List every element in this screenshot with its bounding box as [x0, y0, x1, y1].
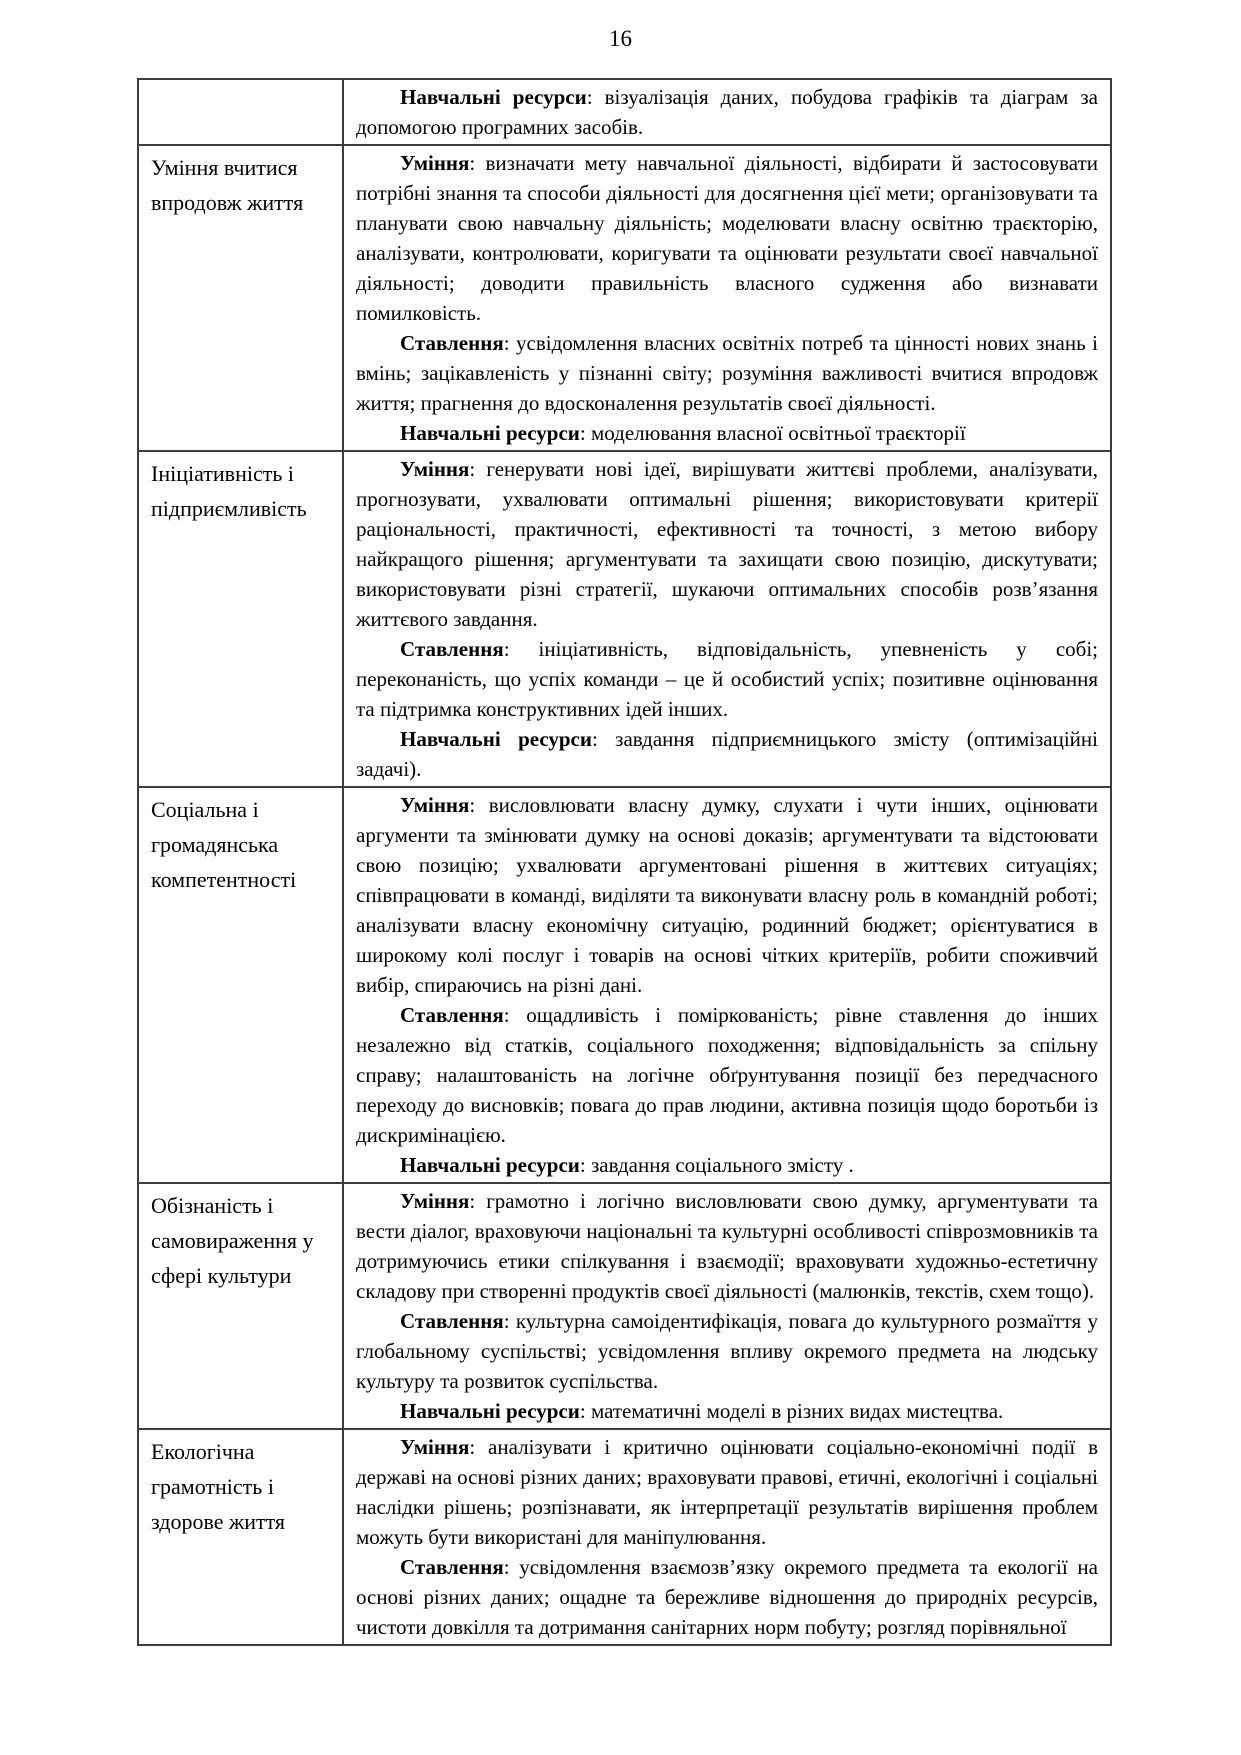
- paragraph: Навчальні ресурси: завдання підприємницького змісту (оптимізаційні задачі).: [356, 727, 1098, 781]
- paragraph-label: Уміння: [400, 1189, 470, 1213]
- competency-details-cell: [343, 79, 1111, 145]
- competency-name-cell: Соціальна і громадянська компетентності: [138, 787, 343, 1183]
- paragraph-label: Уміння: [400, 1435, 470, 1459]
- competency-name-cell: [138, 79, 343, 145]
- paragraph: Ставлення: ініціативність, відповідальність, упевненість у собі; переконаність, що успіх команди – це й особистий успіх; позитивне оцінювання та підтримка конструктивних ідей інших.: [356, 637, 1098, 721]
- table-row: [138, 1429, 1111, 1645]
- paragraph-label: Ставлення: [400, 1309, 504, 1333]
- competency-table: [137, 78, 1112, 1646]
- table-row: [138, 451, 1111, 787]
- table-row: [138, 1183, 1111, 1429]
- competency-details-cell: [343, 787, 1111, 1183]
- table-row: [138, 79, 1111, 145]
- paragraph-label: Уміння: [400, 151, 470, 175]
- competency-name-cell: Екологічна грамотність і здорове життя: [138, 1429, 343, 1645]
- paragraph: Ставлення: ощадливість і поміркованість; рівне ставлення до інших незалежно від статків, соціального походження; відповідальність за спільну справу; налаштованість на логічне обґрунтування позиції без передчасного переходу до висновків; повага до прав людини, активна позиція щодо боротьби із дискримінацією.: [356, 1003, 1098, 1147]
- paragraph: Навчальні ресурси: математичні моделі в різних видах мистецтва.: [400, 1399, 1004, 1423]
- paragraph: Навчальні ресурси: візуалізація даних, побудова графіків та діаграм за допомогою програмних засобів.: [356, 85, 1098, 139]
- competency-name-cell: Уміння вчитися впродовж життя: [138, 145, 343, 451]
- page-number: 16: [609, 26, 632, 51]
- paragraph: Уміння: генерувати нові ідеї, вирішувати життєві проблеми, аналізувати, прогнозувати, ухвалювати оптимальні рішення; використовувати критерії раціональності, практичності, ефективності та точності, з метою вибору найкращого рішення; аргументувати та захищати свою позицію, дискутувати; використовувати різні стратегії, шукаючи оптимальних способів розв’язання життєвого завдання.: [356, 457, 1098, 631]
- paragraph: Уміння: грамотно і логічно висловлювати свою думку, аргументувати та вести діалог, враховуючи національні та культурні особливості співрозмовників та дотримуючись етики спілкування і взаємодії; враховувати художньо-естетичну складову при створенні продуктів своєї діяльності (малюнків, текстів, схем тощо).: [356, 1189, 1098, 1303]
- paragraph-label: Навчальні ресурси: [400, 1399, 580, 1423]
- competency-details-cell: [343, 451, 1111, 787]
- paragraph-label: Ставлення: [400, 1555, 504, 1579]
- competency-name-cell: Обізнаність і самовираження у сфері культури: [138, 1183, 343, 1429]
- paragraph: Уміння: визначати мету навчальної діяльності, відбирати й застосовувати потрібні знання та способи діяльності для досягнення цієї мети; організовувати та планувати свою навчальну діяльність; моделювати власну освітню траєкторію, аналізувати, контролювати, коригувати та оцінювати результати своєї навчальної діяльності; доводити правильність власного судження або визнавати помилковість.: [356, 151, 1098, 325]
- paragraph-label: Ставлення: [400, 331, 504, 355]
- paragraph-label: Навчальні ресурси: [400, 85, 587, 109]
- paragraph: Уміння: аналізувати і критично оцінювати соціально-економічні події в державі на основі різних даних; враховувати правові, етичні, екологічні і соціальні наслідки рішень; розпізнавати, як інтерпретації результатів вирішення проблем можуть бути використані для маніпулювання.: [356, 1435, 1098, 1549]
- table-row: [138, 787, 1111, 1183]
- paragraph-label: Навчальні ресурси: [400, 1153, 580, 1177]
- paragraph: Навчальні ресурси: моделювання власної освітньої траєкторії: [400, 421, 966, 445]
- paragraph: Навчальні ресурси: завдання соціального змісту .: [400, 1153, 854, 1177]
- paragraph-label: Ставлення: [400, 637, 504, 661]
- paragraph: Ставлення: усвідомлення власних освітніх потреб та цінності нових знань і вмінь; зацікавленість у пізнанні світу; розуміння важливості вчитися впродовж життя; прагнення до вдосконалення результатів своєї діяльності.: [356, 331, 1098, 415]
- competency-name-cell: Ініціативність і підприємливість: [138, 451, 343, 787]
- paragraph: Ставлення: культурна самоідентифікація, повага до культурного розмаїття у глобальному суспільстві; усвідомлення впливу окремого предмета на людську культуру та розвиток суспільства.: [356, 1309, 1098, 1393]
- table-row: [138, 145, 1111, 451]
- competency-details-cell: [343, 1183, 1111, 1429]
- competency-details-cell: [343, 1429, 1111, 1645]
- paragraph-label: Уміння: [400, 793, 470, 817]
- paragraph: Ставлення: усвідомлення взаємозв’язку окремого предмета та екології на основі різних даних; ощадне та бережливе відношення до природніх ресурсів, чистоти довкілля та дотримання санітарних норм побуту; розгляд порівняльної: [356, 1555, 1098, 1639]
- paragraph-label: Навчальні ресурси: [400, 421, 580, 445]
- paragraph-label: Уміння: [400, 457, 470, 481]
- paragraph: Уміння: висловлювати власну думку, слухати і чути інших, оцінювати аргументи та змінювати думку на основі доказів; аргументувати та відстоювати свою позицію; ухвалювати аргументовані рішення в життєвих ситуаціях; співпрацювати в команді, виділяти та виконувати власну роль в командній роботі; аналізувати власну економічну ситуацію, родинний бюджет; орієнтуватися в широкому колі послуг і товарів на основі чітких критеріїв, робити споживчий вибір, спираючись на різні дані.: [356, 793, 1098, 997]
- competency-details-cell: [343, 145, 1111, 451]
- paragraph-label: Навчальні ресурси: [400, 727, 592, 751]
- paragraph-label: Ставлення: [400, 1003, 504, 1027]
